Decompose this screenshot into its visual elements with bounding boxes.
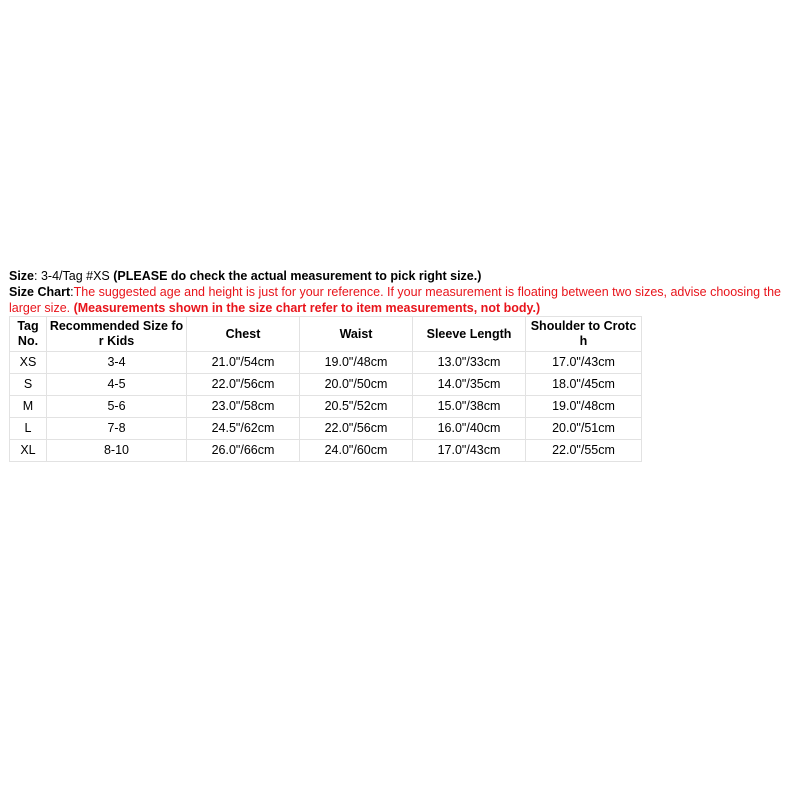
- cell-sleeve-length: 14.0"/35cm: [413, 374, 526, 396]
- cell-sleeve-length: 13.0"/33cm: [413, 352, 526, 374]
- header-chest: Chest: [187, 317, 300, 352]
- cell-waist: 19.0"/48cm: [300, 352, 413, 374]
- cell-tag: L: [10, 418, 47, 440]
- table-row: [10, 418, 642, 440]
- cell-sleeve-length: 17.0"/43cm: [413, 440, 526, 462]
- size-chart-line: [9, 284, 795, 316]
- cell-shoulder-to-crotch: 17.0"/43cm: [526, 352, 642, 374]
- cell-tag: XL: [10, 440, 47, 462]
- cell-shoulder-to-crotch: 18.0"/45cm: [526, 374, 642, 396]
- size-chart-label: Size Chart: [9, 285, 71, 299]
- cell-recommended-size: 8-10: [47, 440, 187, 462]
- cell-recommended-size: 4-5: [47, 374, 187, 396]
- cell-chest: 22.0"/56cm: [187, 374, 300, 396]
- cell-recommended-size: 3-4: [47, 352, 187, 374]
- cell-chest: 21.0"/54cm: [187, 352, 300, 374]
- cell-recommended-size: 7-8: [47, 418, 187, 440]
- cell-chest: 26.0"/66cm: [187, 440, 300, 462]
- size-label: Size: [9, 269, 35, 283]
- cell-chest: 24.5"/62cm: [187, 418, 300, 440]
- header-tag-no: Tag No.: [10, 317, 47, 352]
- cell-tag: S: [10, 374, 47, 396]
- cell-tag: M: [10, 396, 47, 418]
- size-note: (PLEASE do check the actual measurement to pick right size.): [109, 269, 482, 283]
- table-row: [10, 374, 642, 396]
- cell-shoulder-to-crotch: 22.0"/55cm: [526, 440, 642, 462]
- cell-chest: 23.0"/58cm: [187, 396, 300, 418]
- cell-waist: 20.5"/52cm: [300, 396, 413, 418]
- size-value: 3-4/Tag #XS: [40, 269, 110, 283]
- cell-shoulder-to-crotch: 20.0"/51cm: [526, 418, 642, 440]
- cell-waist: 22.0"/56cm: [300, 418, 413, 440]
- cell-waist: 24.0"/60cm: [300, 440, 413, 462]
- cell-waist: 20.0"/50cm: [300, 374, 413, 396]
- cell-sleeve-length: 16.0"/40cm: [413, 418, 526, 440]
- cell-tag: XS: [10, 352, 47, 374]
- size-line: [9, 268, 795, 284]
- header-recommended-size: Recommended Size for Kids: [47, 317, 187, 352]
- table-header-row: [10, 317, 642, 352]
- cell-recommended-size: 5-6: [47, 396, 187, 418]
- cell-sleeve-length: 15.0"/38cm: [413, 396, 526, 418]
- table-row: [10, 396, 642, 418]
- cell-shoulder-to-crotch: 19.0"/48cm: [526, 396, 642, 418]
- table-row: [10, 352, 642, 374]
- size-colon: :: [34, 269, 41, 283]
- size-intro: [9, 268, 795, 316]
- header-sleeve-length: Sleeve Length: [413, 317, 526, 352]
- header-waist: Waist: [300, 317, 413, 352]
- header-shoulder-to-crotch: Shoulder to Crotch: [526, 317, 642, 352]
- size-chart-note: The suggested age and height is just for your reference. If your measurement is floating between two sizes, advise choosing the larger size.: [9, 285, 781, 315]
- size-chart-bold-note: (Measurements shown in the size chart refer to item measurements, not body.): [73, 301, 541, 315]
- table-row: [10, 440, 642, 462]
- size-chart-table: [9, 316, 642, 462]
- size-chart-colon: :: [70, 285, 74, 299]
